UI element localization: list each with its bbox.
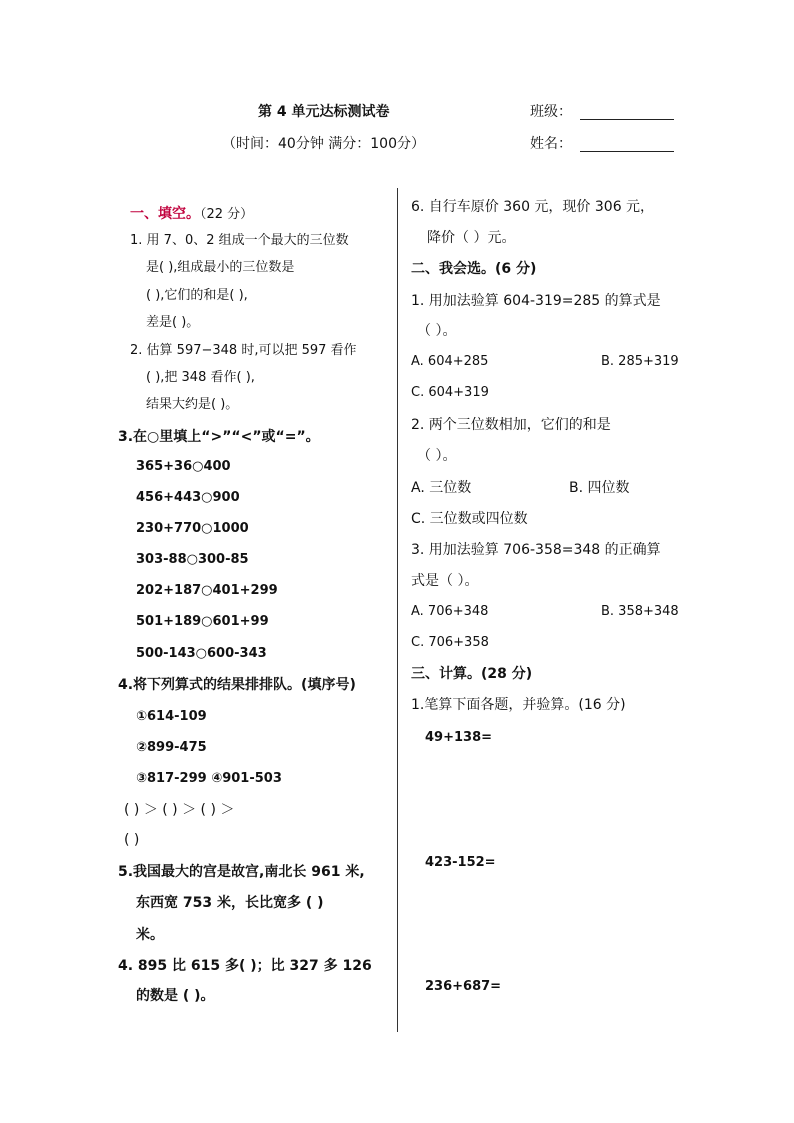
section1-score: （22 分） (200, 207, 254, 222)
s2q2-line1: 2. 两个三位数相加，它们的和是 (411, 417, 611, 433)
calc-problem: 423-152= (425, 855, 496, 870)
r-q6-line1: 6. 自行车原价 360 元，现价 306 元， (411, 199, 655, 215)
q4-item: ①614-109 (136, 709, 207, 724)
q6-line2: 的数是 ( )。 (136, 988, 215, 1004)
section1-prefix: 一、填空。 (130, 206, 200, 222)
page-title: 第 4 单元达标测试卷 (258, 104, 390, 120)
q3-item: 501+189○601+99 (136, 614, 269, 629)
class-blank-line[interactable] (580, 119, 674, 120)
q2-line2: ( ),把 348 看作( ), (146, 370, 255, 385)
section2-heading: 二、我会选。(6 分) (411, 261, 537, 277)
q4-item: ③817-299 ④901-503 (136, 771, 282, 786)
q3-item: 230+770○1000 (136, 521, 249, 536)
section3-heading: 三、计算。(28 分) (411, 666, 533, 682)
class-label: 班级： (530, 104, 572, 120)
section3-subtitle: 1.笔算下面各题，并验算。(16 分) (411, 697, 626, 713)
q5-line2: 东西宽 753 米，长比宽多 ( ) (136, 895, 324, 911)
s2q1-option-c[interactable]: C. 604+319 (411, 385, 489, 400)
q3-item: 456+443○900 (136, 490, 240, 505)
q4-last-blank: ( ) (124, 832, 140, 848)
s2q2-option-c[interactable]: C. 三位数或四位数 (411, 511, 528, 527)
q5-line3: 米。 (136, 927, 164, 943)
q3-item: 500-143○600-343 (136, 646, 267, 661)
s2q3-line1: 3. 用加法验算 706-358=348 的正确算 (411, 542, 661, 558)
section1-heading (130, 204, 253, 225)
s2q3-option-b[interactable]: B. 358+348 (601, 604, 679, 619)
s2q2-option-a[interactable]: A. 三位数 (411, 480, 472, 496)
q3-item: 303-88○300-85 (136, 552, 249, 567)
q4-item: ②899-475 (136, 740, 207, 755)
q3-item: 365+36○400 (136, 459, 231, 474)
s2q3-option-c[interactable]: C. 706+358 (411, 635, 489, 650)
q2-line1: 2. 估算 597−348 时,可以把 597 看作 (130, 343, 357, 358)
q1-line3: ( ),它们的和是( ), (146, 288, 248, 303)
q5-line1: 5.我国最大的宫是故宫,南北长 961 米, (118, 864, 365, 880)
q3-title: 3.在○里填上“>”“<”或“=”。 (118, 429, 320, 445)
q1-line2: 是( ),组成最小的三位数是 (146, 260, 295, 275)
calc-problem: 49+138= (425, 730, 493, 745)
s2q1-option-b[interactable]: B. 285+319 (601, 354, 679, 369)
s2q3-option-a[interactable]: A. 706+348 (411, 604, 489, 619)
calc-problem: 236+687= (425, 979, 502, 994)
q4-title: 4.将下列算式的结果排排队。(填序号) (118, 677, 356, 693)
r-q6-line2: 降价（ ）元。 (427, 230, 516, 246)
q2-line3: 结果大约是( )。 (146, 397, 239, 412)
s2q1-line1: 1. 用加法验算 604-319=285 的算式是 (411, 293, 661, 309)
q1-line1: 1. 用 7、0、2 组成一个最大的三位数 (130, 233, 349, 248)
q3-item: 202+187○401+299 (136, 583, 278, 598)
s2q1-line2: （ ）。 (417, 323, 457, 339)
exam-time-info: （时间：40分钟 满分：100分） (222, 136, 425, 152)
q6-line1: 4. 895 比 615 多( )；比 327 多 126 (118, 958, 372, 974)
s2q2-option-b[interactable]: B. 四位数 (569, 480, 630, 496)
name-blank-line[interactable] (580, 151, 674, 152)
s2q1-option-a[interactable]: A. 604+285 (411, 354, 489, 369)
s2q2-line2: （ ）。 (417, 448, 457, 464)
name-label: 姓名： (530, 136, 572, 152)
q1-line4: 差是( )。 (146, 315, 200, 330)
q4-order-blanks: ( ) ＞ ( ) ＞ ( ) ＞ (124, 802, 235, 818)
s2q3-line2: 式是（ ）。 (411, 573, 479, 589)
column-divider (397, 188, 398, 1032)
